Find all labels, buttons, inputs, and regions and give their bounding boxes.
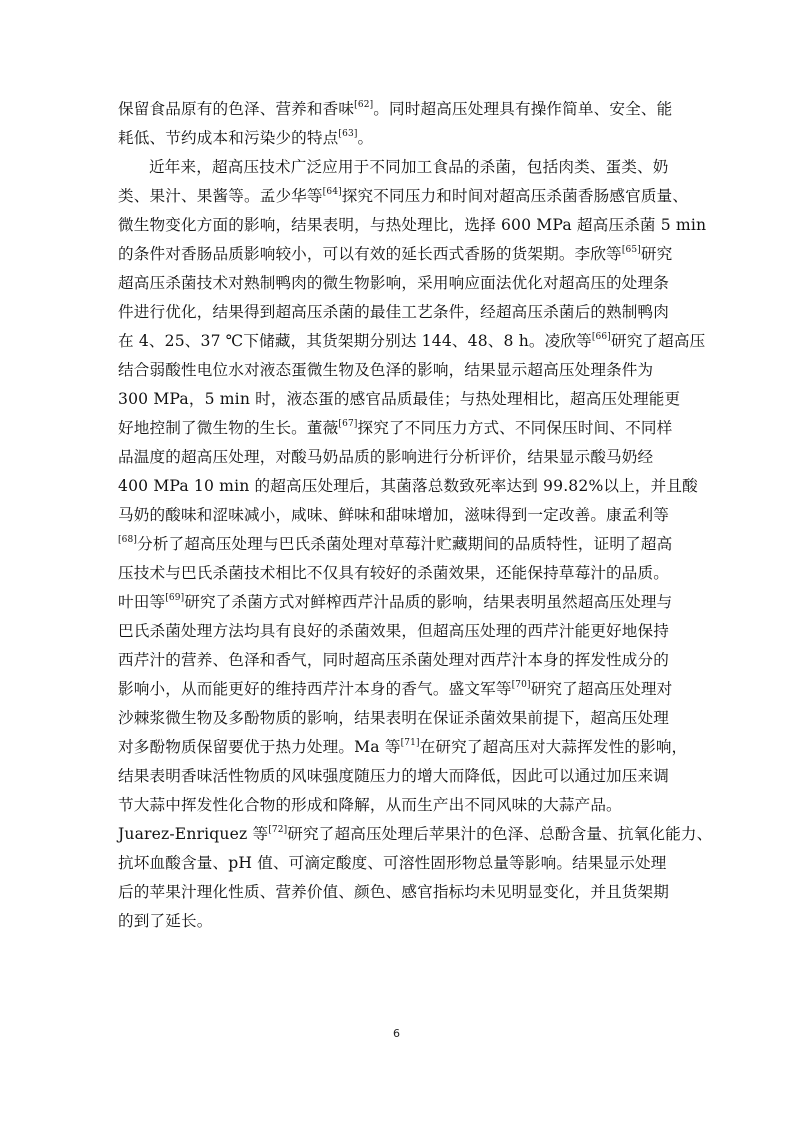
text-segment: 结合弱酸性电位水对液态蛋微生物及色泽的影响，结果显示超高压处理条件为 <box>118 361 654 379</box>
text-line <box>118 327 706 356</box>
text-segment: Juarez-Enriquez 等 <box>118 825 269 843</box>
text-segment: 微生物变化方面的影响，结果表明，与热处理比，选择 600 MPa 超高压杀菌 5 min <box>118 216 707 234</box>
citation-ref: [63] <box>338 128 358 139</box>
text-segment: 沙棘浆微生物及多酚物质的影响，结果表明在保证杀菌效果前提下，超高压处理 <box>118 709 670 727</box>
text-line <box>118 588 678 617</box>
text-segment: 研究了超高压处理对 <box>530 680 673 698</box>
text-line <box>118 385 681 414</box>
text-segment: 后的苹果汁理化性质、营养价值、颜色、感官指标均未见明显变化，并且货架期 <box>118 883 670 901</box>
text-segment: 好地控制了微生物的生长。董薇 <box>118 419 339 437</box>
text-segment: 保留食品原有的色泽、营养和香味 <box>118 100 355 118</box>
text-segment: 西芹汁的营养、色泽和香气，同时超高压杀菌处理对西芹汁本身的挥发性成分的 <box>118 651 670 669</box>
text-line <box>118 762 678 791</box>
text-line <box>118 269 678 298</box>
text-segment: 影响小，从而能更好的维持西芹汁本身的香气。盛文军等 <box>118 680 512 698</box>
text-line <box>118 791 678 820</box>
text-segment: 压技术与巴氏杀菌技术相比不仅具有较好的杀菌效果，还能保持草莓汁的品质。 <box>118 564 670 582</box>
text-line <box>118 472 698 501</box>
text-line <box>118 443 678 472</box>
text-line <box>118 646 678 675</box>
text-segment: 的到了延长。 <box>118 912 213 930</box>
text-segment: 耗低、节约成本和污染少的特点 <box>118 129 339 147</box>
text-segment: 。同时超高压处理具有操作简单、安全、能 <box>373 100 673 118</box>
text-line <box>118 733 688 762</box>
text-segment: 近年来，超高压技术广泛应用于不同加工食品的杀菌，包括肉类、蛋类、奶 <box>149 158 669 176</box>
text-line <box>118 617 678 646</box>
text-segment: 研究 <box>640 245 673 263</box>
body-text <box>118 95 713 936</box>
text-line <box>118 559 678 588</box>
text-line <box>118 530 678 559</box>
text-line <box>118 675 678 704</box>
text-segment: 400 MPa 10 min 的超高压处理后，其菌落总数致死率达到 99.82%以上，并且酸 <box>118 477 698 495</box>
text-segment: 品温度的超高压处理，对酸马奶品质的影响进行分析评价，结果显示酸马奶经 <box>118 448 654 466</box>
text-segment: 在 4、25、37 ℃下储藏，其货架期分别达 144、48、8 h。凌欣等 <box>118 332 592 350</box>
text-segment: 研究了超高压 <box>610 332 706 350</box>
text-segment: 马奶的酸味和涩味减小，咸味、鲜味和甜味增加，滋味得到一定改善。康孟利等 <box>118 506 670 524</box>
citation-ref: [64] <box>322 186 342 197</box>
text-segment: 巴氏杀菌处理方法均具有良好的杀菌效果，但超高压处理的西芹汁能更好地保持 <box>118 622 670 640</box>
citation-ref: [69] <box>165 592 185 603</box>
text-line <box>118 704 678 733</box>
text-segment: 对多酚物质保留要优于热力处理。Ma 等 <box>118 738 401 756</box>
text-segment: 件进行优化，结果得到超高压杀菌的最佳工艺条件，经超高压杀菌后的熟制鸭肉 <box>118 303 670 321</box>
text-line <box>118 124 678 153</box>
text-line <box>118 240 678 269</box>
citation-ref: [70] <box>511 679 531 690</box>
text-segment: 。 <box>357 129 374 147</box>
text-line <box>118 501 678 530</box>
text-segment: 探究不同压力和时间对超高压杀菌香肠感官质量、 <box>341 187 689 205</box>
text-segment: 超高压杀菌技术对熟制鸭肉的微生物影响，采用响应面法优化对超高压的处理条 <box>118 274 670 292</box>
text-segment: 探究了不同压力方式、不同保压时间、不同样 <box>357 419 673 437</box>
text-line <box>118 95 678 124</box>
text-segment: 结果表明香味活性物质的风味强度随压力的增大而降低，因此可以通过加压来调 <box>118 767 670 785</box>
text-line <box>118 414 678 443</box>
text-segment: 的条件对香肠品质影响较小，可以有效的延长西式香肠的货架期。李欣等 <box>118 245 622 263</box>
text-line <box>118 878 678 907</box>
text-segment: 叶田等 <box>118 593 166 611</box>
text-segment: 研究了超高压处理后苹果汁的色泽、总酚含量、抗氧化能力、 <box>287 825 713 843</box>
citation-ref: [67] <box>338 418 358 429</box>
citation-ref: [72] <box>268 824 288 835</box>
text-line <box>118 211 707 240</box>
text-line <box>118 907 678 936</box>
text-line <box>118 849 678 878</box>
citation-ref: [62] <box>354 99 374 110</box>
text-segment: 类、果汁、果酱等。孟少华等 <box>118 187 323 205</box>
text-line <box>118 182 689 211</box>
text-segment: 在研究了超高压对大蒜挥发性的影响， <box>419 738 688 756</box>
citation-ref: [66] <box>591 331 611 342</box>
citation-ref: [71] <box>400 737 420 748</box>
citation-ref: [65] <box>621 244 641 255</box>
text-line <box>118 820 713 849</box>
text-line <box>118 298 678 327</box>
text-segment: 300 MPa，5 min 时，液态蛋的感官品质最佳；与热处理相比，超高压处理能更 <box>118 390 681 408</box>
text-line <box>118 153 678 182</box>
text-line <box>118 356 678 385</box>
text-segment: 研究了杀菌方式对鲜榨西芹汁品质的影响，结果表明虽然超高压处理与 <box>184 593 673 611</box>
citation-ref: [68] <box>118 534 138 545</box>
text-segment: 分析了超高压处理与巴氏杀菌处理对草莓汁贮藏期间的品质特性，证明了超高 <box>137 535 673 553</box>
text-segment: 抗坏血酸含量、pH 值、可滴定酸度、可溶性固形物总量等影响。结果显示处理 <box>118 854 667 872</box>
page-number: 6 <box>393 1027 400 1040</box>
text-segment: 节大蒜中挥发性化合物的形成和降解，从而生产出不同风味的大蒜产品。 <box>118 796 622 814</box>
